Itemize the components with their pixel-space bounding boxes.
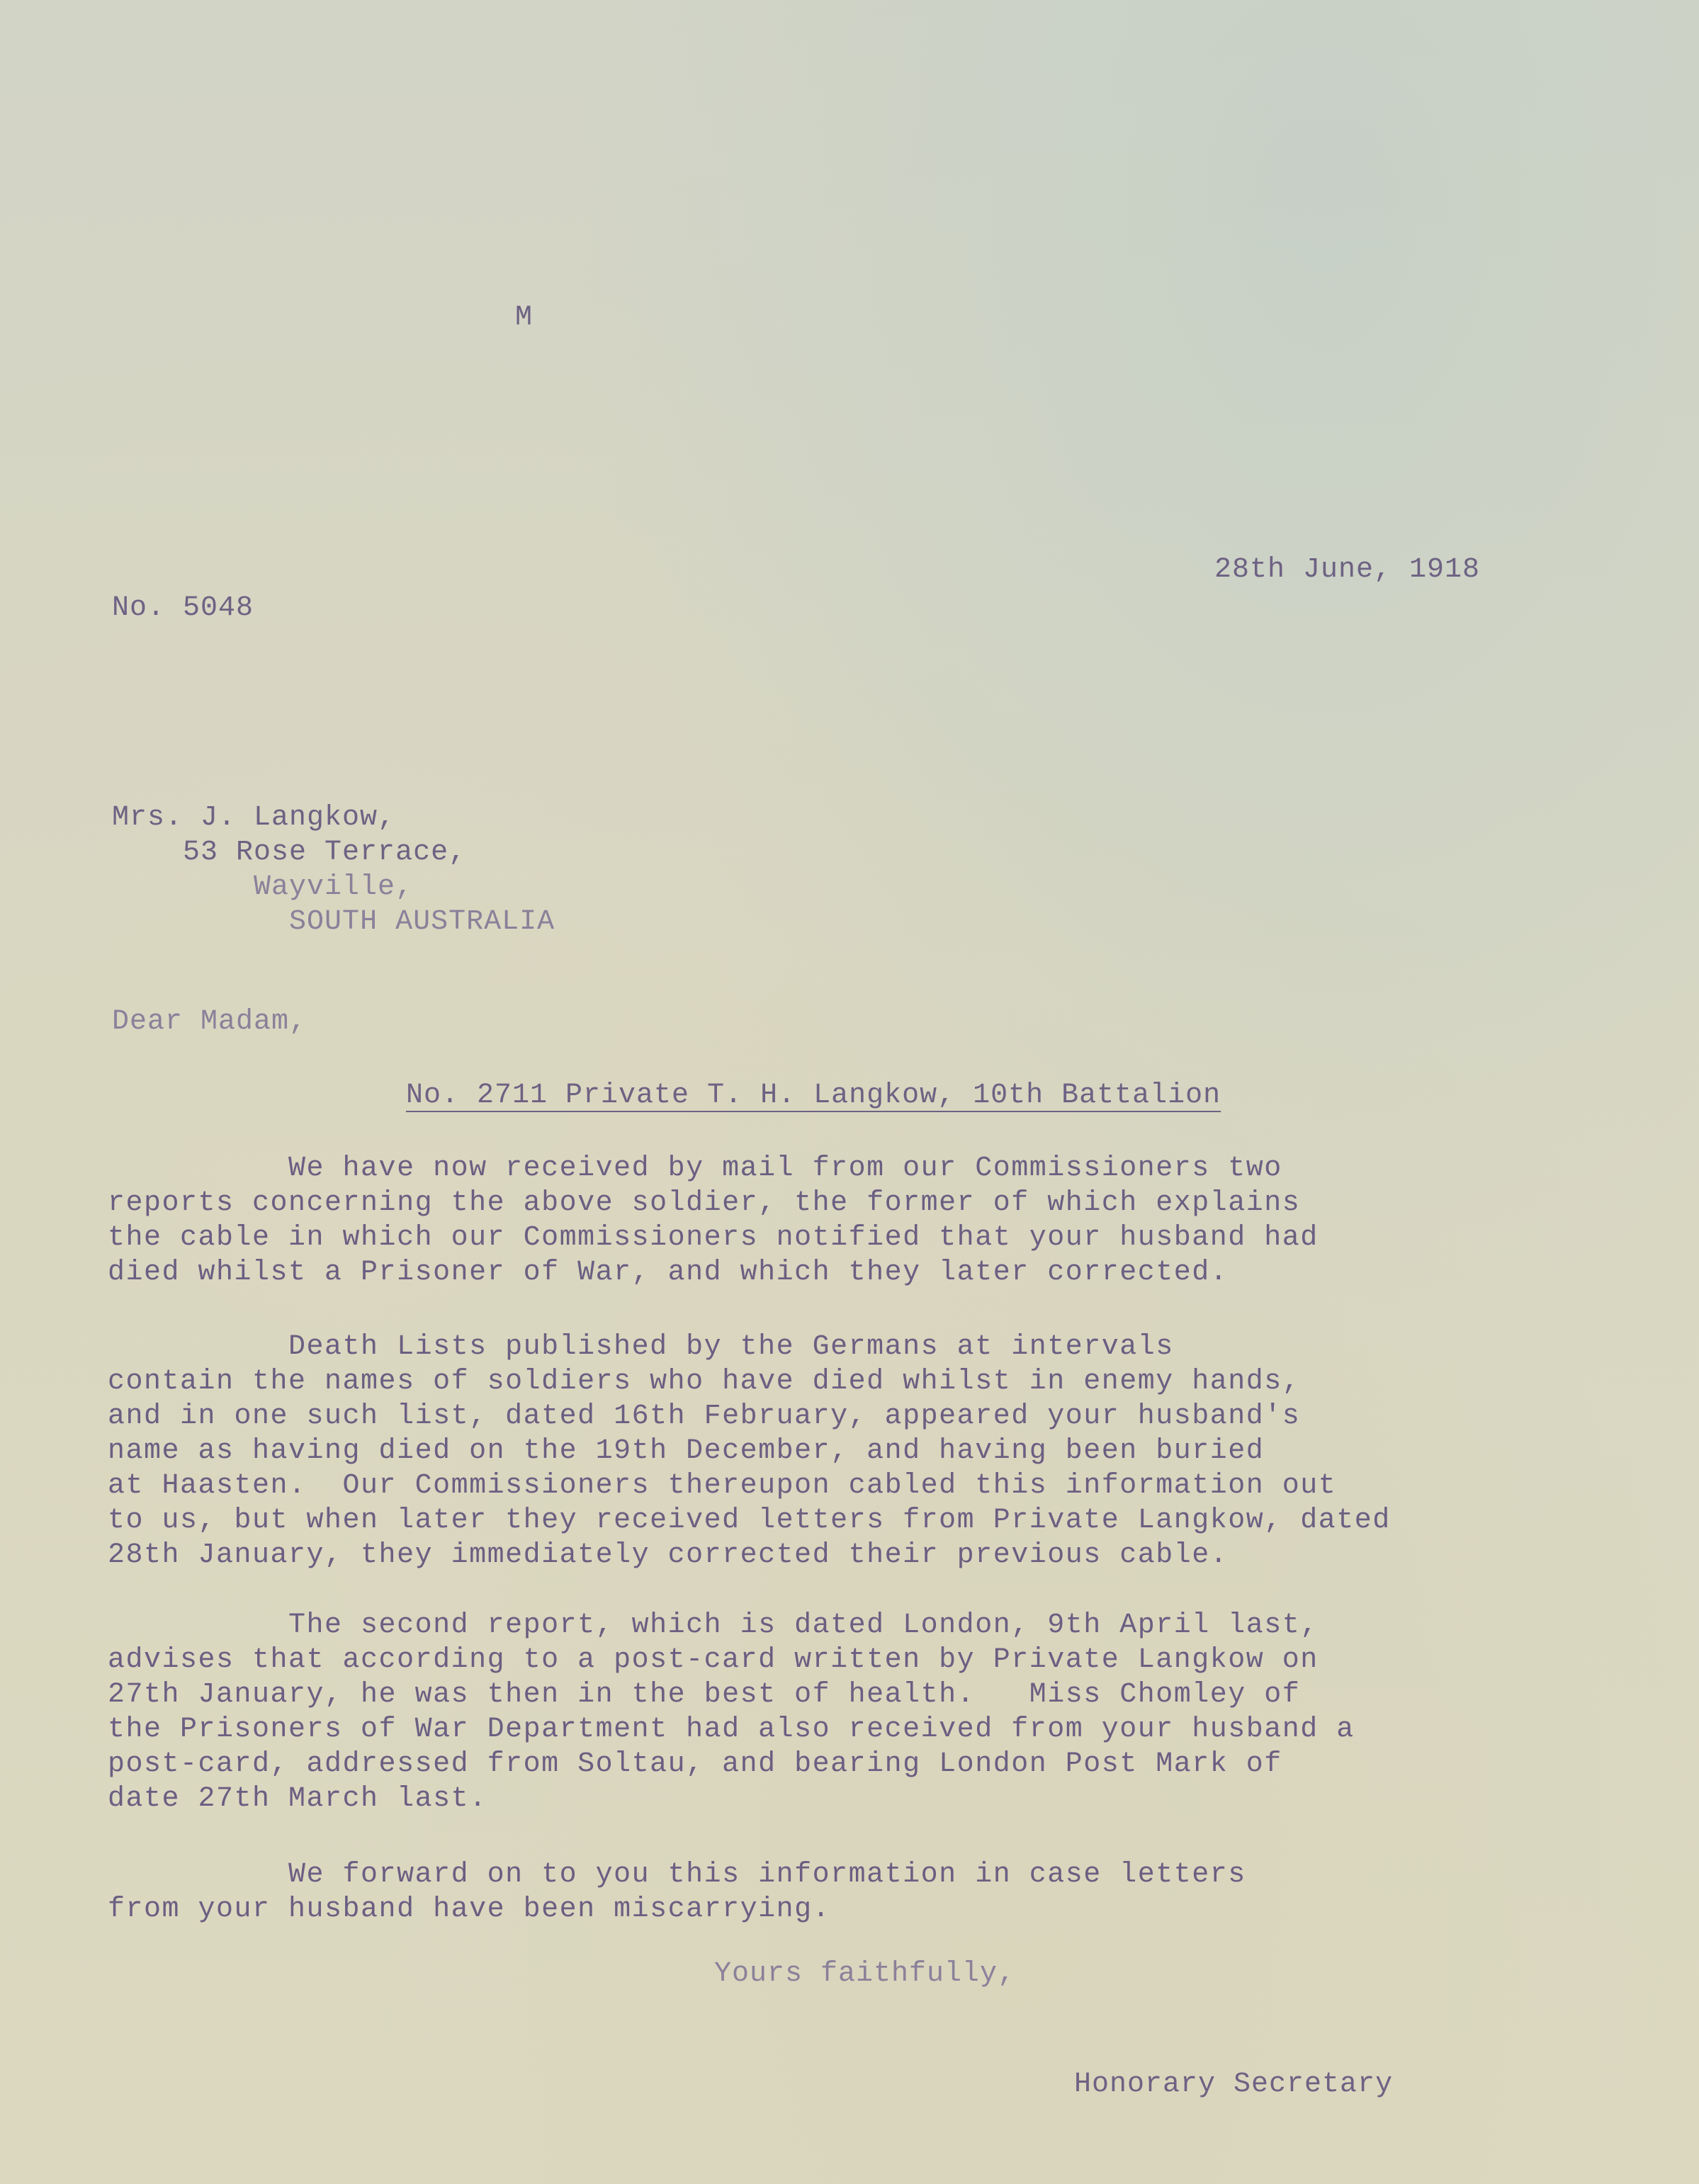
recipient-name: Mrs. J. Langkow, — [112, 802, 396, 834]
salutation: Dear Madam, — [112, 1006, 307, 1038]
recipient-state: SOUTH AUSTRALIA — [289, 906, 555, 938]
recipient-town: Wayville, — [254, 871, 414, 903]
recipient-address — [112, 800, 555, 939]
subject-line: No. 2711 Private T. H. Langkow, 10th Battalion — [406, 1080, 1221, 1111]
paragraph-1: We have now received by mail from our Commissioners two reports concerning the above soldier, the former of which explains the cable in which our Commissioners notified that your husband had died whilst a Prisoner of War, and which they later corrected. — [108, 1153, 1319, 1289]
reference-number: No. 5048 — [112, 592, 254, 624]
letter-date: 28th June, 1918 — [1214, 554, 1481, 586]
closing: Yours faithfully, — [714, 1958, 1016, 1990]
paragraph-3: The second report, which is dated London, 9th April last, advises that according to a post-card written by Private Langkow on 27th January, he was then in the best of health. Miss Chomley of the Prisoners of War Department had also received from your husband a post-card, addressed from Soltau, and bearing London Post Mark of date 27th March last. — [108, 1609, 1355, 1815]
file-mark: M — [515, 302, 534, 334]
signoff: Honorary Secretary — [1074, 2069, 1394, 2100]
recipient-street: 53 Rose Terrace, — [183, 837, 467, 868]
paragraph-4: We forward on to you this information in case letters from your husband have been miscarrying. — [108, 1859, 1246, 1925]
paragraph-2: Death Lists published by the Germans at intervals contain the names of soldiers who have died whilst in enemy hands, and in one such list, dated 16th February, appeared your husband's name as having died on the 19th December, and having been buried at Haasten. Our Commissioners thereupon cabled this information out to us, but when later they received letters from Private Langkow, dated 28th January, they immediately corrected their previous cable. — [108, 1331, 1391, 1571]
